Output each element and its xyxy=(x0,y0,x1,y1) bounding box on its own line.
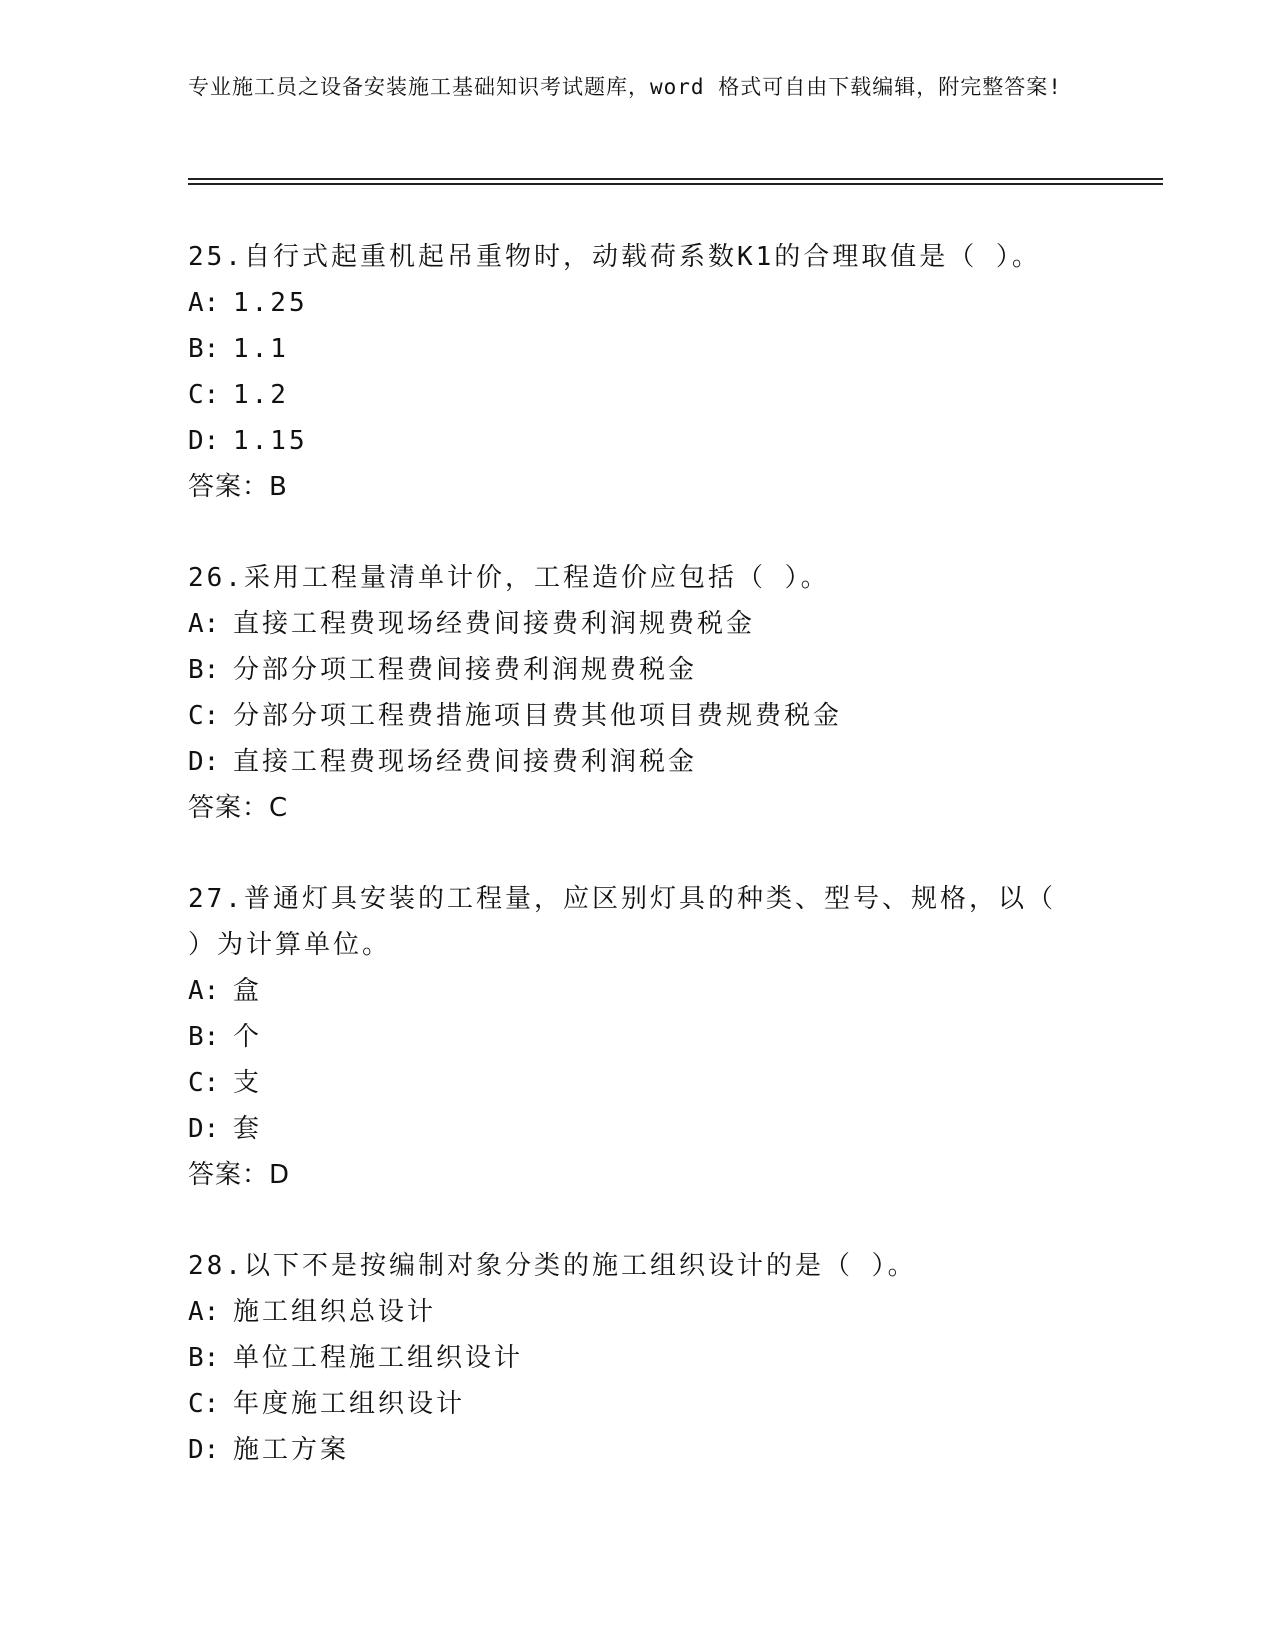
option-label: A: xyxy=(188,609,220,639)
option-label: A: xyxy=(188,976,220,1006)
option-label: C: xyxy=(188,1389,220,1419)
question-28 xyxy=(188,1243,1088,1473)
option-b xyxy=(188,1014,1088,1060)
option-a xyxy=(188,601,1088,647)
answer-line: 答案：B xyxy=(188,472,288,502)
option-text: 1.2 xyxy=(233,380,289,410)
option-text: 1.1 xyxy=(233,334,289,364)
option-d xyxy=(188,1106,1088,1152)
document-header: 专业施工员之设备安装施工基础知识考试题库，word 格式可自由下载编辑，附完整答案! xyxy=(188,75,1062,99)
option-text: 年度施工组织设计 xyxy=(233,1389,466,1419)
option-label: C: xyxy=(188,701,220,731)
option-label: B: xyxy=(188,1022,220,1052)
option-text: 1.25 xyxy=(233,288,308,318)
option-label: D: xyxy=(188,747,220,777)
header-divider-bottom xyxy=(188,183,1163,185)
option-c xyxy=(188,1060,1088,1106)
question-stem: 26.采用工程量清单计价，工程造价应包括（ ）。 xyxy=(188,563,830,593)
option-label: D: xyxy=(188,1435,220,1465)
option-text: 单位工程施工组织设计 xyxy=(233,1343,524,1373)
option-label: D: xyxy=(188,426,220,456)
option-label: B: xyxy=(188,1343,220,1373)
question-stem: 27.普通灯具安装的工程量，应区别灯具的种类、型号、规格，以（ ）为计算单位。 xyxy=(188,884,1056,960)
option-text: 施工组织总设计 xyxy=(233,1297,437,1327)
option-b xyxy=(188,326,1088,372)
option-a xyxy=(188,1289,1088,1335)
option-b xyxy=(188,1335,1088,1381)
question-26 xyxy=(188,555,1088,831)
header-divider-top xyxy=(188,178,1163,180)
option-text: 套 xyxy=(233,1114,263,1144)
option-c xyxy=(188,693,1088,739)
option-label: A: xyxy=(188,288,220,318)
option-label: B: xyxy=(188,334,220,364)
question-25 xyxy=(188,234,1088,510)
option-label: B: xyxy=(188,655,220,685)
option-label: D: xyxy=(188,1114,220,1144)
option-text: 施工方案 xyxy=(233,1435,350,1465)
option-text: 分部分项工程费措施项目费其他项目费规费税金 xyxy=(233,701,843,731)
question-27 xyxy=(188,876,1088,1198)
option-text: 1.15 xyxy=(233,426,308,456)
option-text: 直接工程费现场经费间接费利润规费税金 xyxy=(233,609,756,639)
option-b xyxy=(188,647,1088,693)
answer-line: 答案：C xyxy=(188,793,289,823)
question-stem: 28.以下不是按编制对象分类的施工组织设计的是（ ）。 xyxy=(188,1251,917,1281)
question-stem: 25.自行式起重机起吊重物时，动载荷系数K1的合理取值是（ ）。 xyxy=(188,242,1041,272)
option-text: 直接工程费现场经费间接费利润税金 xyxy=(233,747,698,777)
option-label: C: xyxy=(188,1068,220,1098)
option-c xyxy=(188,372,1088,418)
option-text: 个 xyxy=(233,1022,263,1052)
option-label: C: xyxy=(188,380,220,410)
option-label: A: xyxy=(188,1297,220,1327)
option-d xyxy=(188,739,1088,785)
option-d xyxy=(188,1427,1088,1473)
option-a xyxy=(188,968,1088,1014)
option-a xyxy=(188,280,1088,326)
option-d xyxy=(188,418,1088,464)
option-c xyxy=(188,1381,1088,1427)
option-text: 盒 xyxy=(233,976,263,1006)
option-text: 支 xyxy=(233,1068,263,1098)
answer-line: 答案：D xyxy=(188,1160,291,1190)
option-text: 分部分项工程费间接费利润规费税金 xyxy=(233,655,698,685)
